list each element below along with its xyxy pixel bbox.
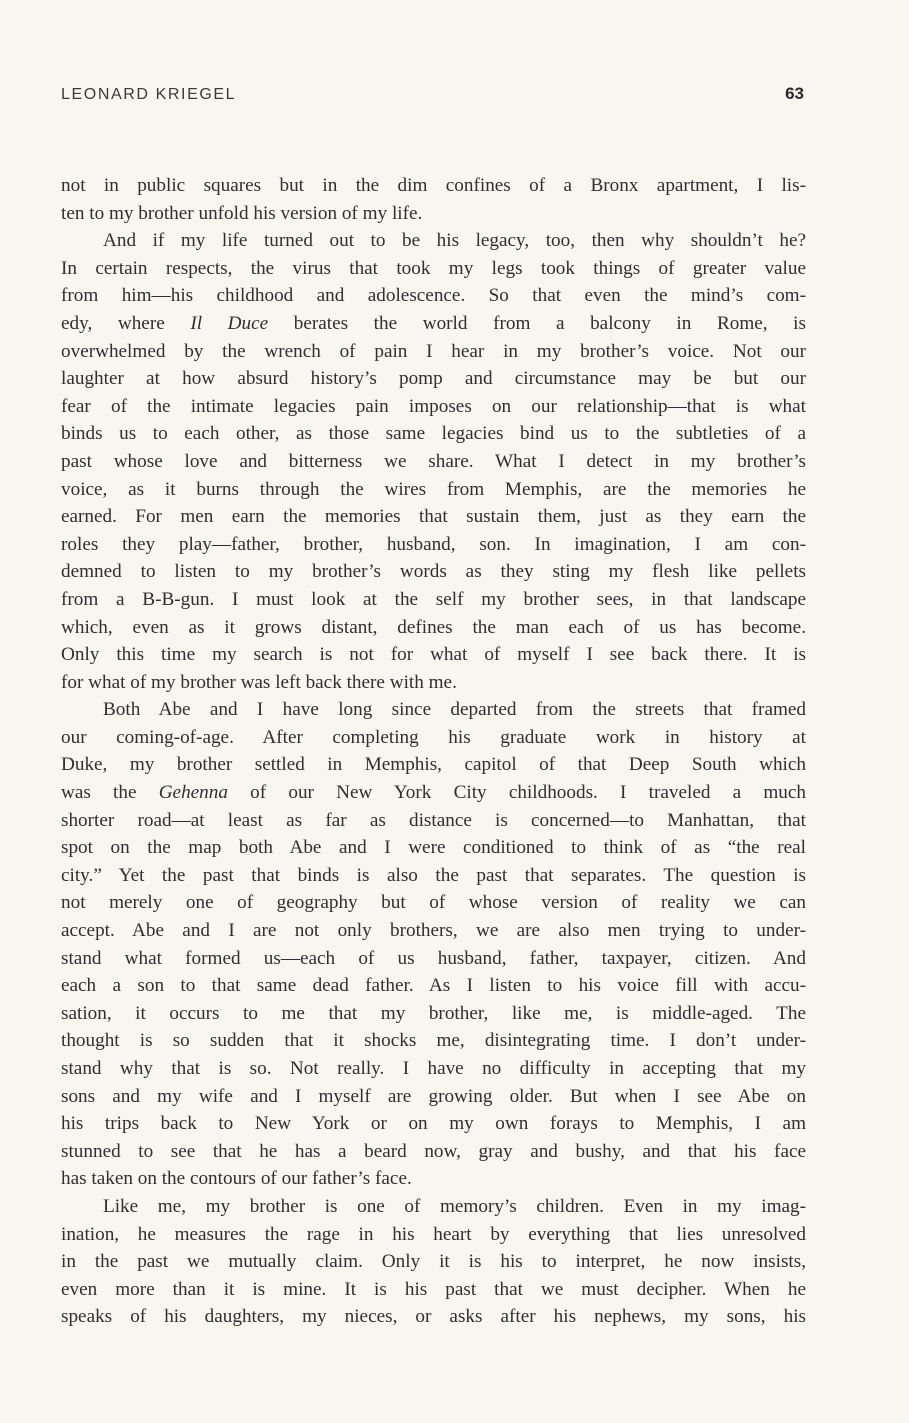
text-line: demned to listen to my brother’s words as they sting my flesh like pellets [61,561,806,583]
text-line: thought is so sudden that it shocks me, disintegrating time. I don’t under- [61,1030,806,1052]
text-line: not merely one of geography but of whose version of reality we can [61,892,806,914]
body-text [61,172,806,1331]
text-line: not in public squares but in the dim confines of a Bronx apartment, I lis- [61,175,806,196]
text-line: speaks of his daughters, my nieces, or asks after his nephews, my sons, his [61,1306,806,1328]
italic-text: Il Duce [190,312,269,334]
text-line: fear of the intimate legacies pain imposes on our relationship—that is what [61,395,806,417]
text-line: voice, as it burns through the wires from Memphis, are the memories he [61,478,806,500]
text-run: berates the world from a balcony in Rome, is [268,312,806,334]
text-line: ination, he measures the rage in his heart by everything that lies unresolved [61,1223,806,1245]
text-line: from a B-B-gun. I must look at the self my brother sees, in that landscape [61,588,806,610]
text-line: shorter road—at least as far as distance is concerned—to Manhattan, that [61,809,806,831]
text-line: sation, it occurs to me that my brother, like me, is middle-aged. The [61,1002,806,1024]
text-line: Duke, my brother settled in Memphis, capitol of that Deep South which [61,754,806,776]
text-line: roles they play—father, brother, husband, son. In imagination, I am con- [61,533,806,555]
text-line: accept. Abe and I are not only brothers, we are also men trying to under- [61,920,806,942]
text-line: overwhelmed by the wrench of pain I hear in my brother’s voice. Not our [61,340,806,362]
text-line: Only this time my search is not for what of myself I see back there. It is [61,644,806,666]
text-line: even more than it is mine. It is his past that we must decipher. When he [61,1278,806,1300]
text-line: for what of my brother was left back there with me. [61,671,457,693]
text-run: edy, where [61,312,191,334]
italic-text: Gehenna [158,782,228,804]
text-line: binds us to each other, as those same legacies bind us to the subtleties of a [61,423,806,445]
paragraph-start-line: And if my life turned out to be his legacy, too, then why shouldn’t he? [103,230,806,252]
paragraph-start-line: Like me, my brother is one of memory’s children. Even in my imag- [103,1195,806,1217]
text-line [61,779,806,807]
text-line: has taken on the contours of our father’s face. [61,1168,412,1190]
text-line: ten to my brother unfold his version of my life. [61,202,423,224]
text-line: In certain respects, the virus that took my legs took things of greater value [61,257,806,279]
text-line: past whose love and bitterness we share. What I detect in my brother’s [61,450,806,472]
text-line: spot on the map both Abe and I were conditioned to think of as “the real [61,837,806,859]
text-line: stand what formed us—each of us husband, father, taxpayer, citizen. And [61,947,806,969]
text-line: sons and my wife and I myself are growing older. But when I see Abe on [61,1085,806,1107]
text-run: was the [61,782,159,804]
text-line: his trips back to New York or on my own forays to Memphis, I am [61,1113,806,1135]
text-line: earned. For men earn the memories that sustain them, just as they earn the [61,506,806,528]
text-line: city.” Yet the past that binds is also the past that separates. The question is [61,864,806,886]
running-head [61,86,804,108]
text-line: stand why that is so. Not really. I have no difficulty in accepting that my [61,1058,806,1079]
text-line: which, even as it grows distant, defines the man each of us has become. [61,616,806,638]
text-line: laughter at how absurd history’s pomp and circumstance may be but our [61,368,806,390]
text-run: of our New York City childhoods. I traveled a much [227,782,806,804]
text-line: from him—his childhood and adolescence. So that even the mind’s com- [61,285,806,307]
text-line [61,310,806,338]
page-number: 63 [785,84,804,103]
text-line: stunned to see that he has a beard now, gray and bushy, and that his face [61,1140,806,1162]
text-line: our coming-of-age. After completing his graduate work in history at [61,726,806,748]
paragraph-start-line: Both Abe and I have long since departed from the streets that framed [103,699,806,721]
text-line: in the past we mutually claim. Only it is his to interpret, he now insists, [61,1251,806,1273]
text-line: each a son to that same dead father. As I listen to his voice fill with accu- [61,975,806,997]
running-head-author: LEONARD KRIEGEL [61,86,237,103]
